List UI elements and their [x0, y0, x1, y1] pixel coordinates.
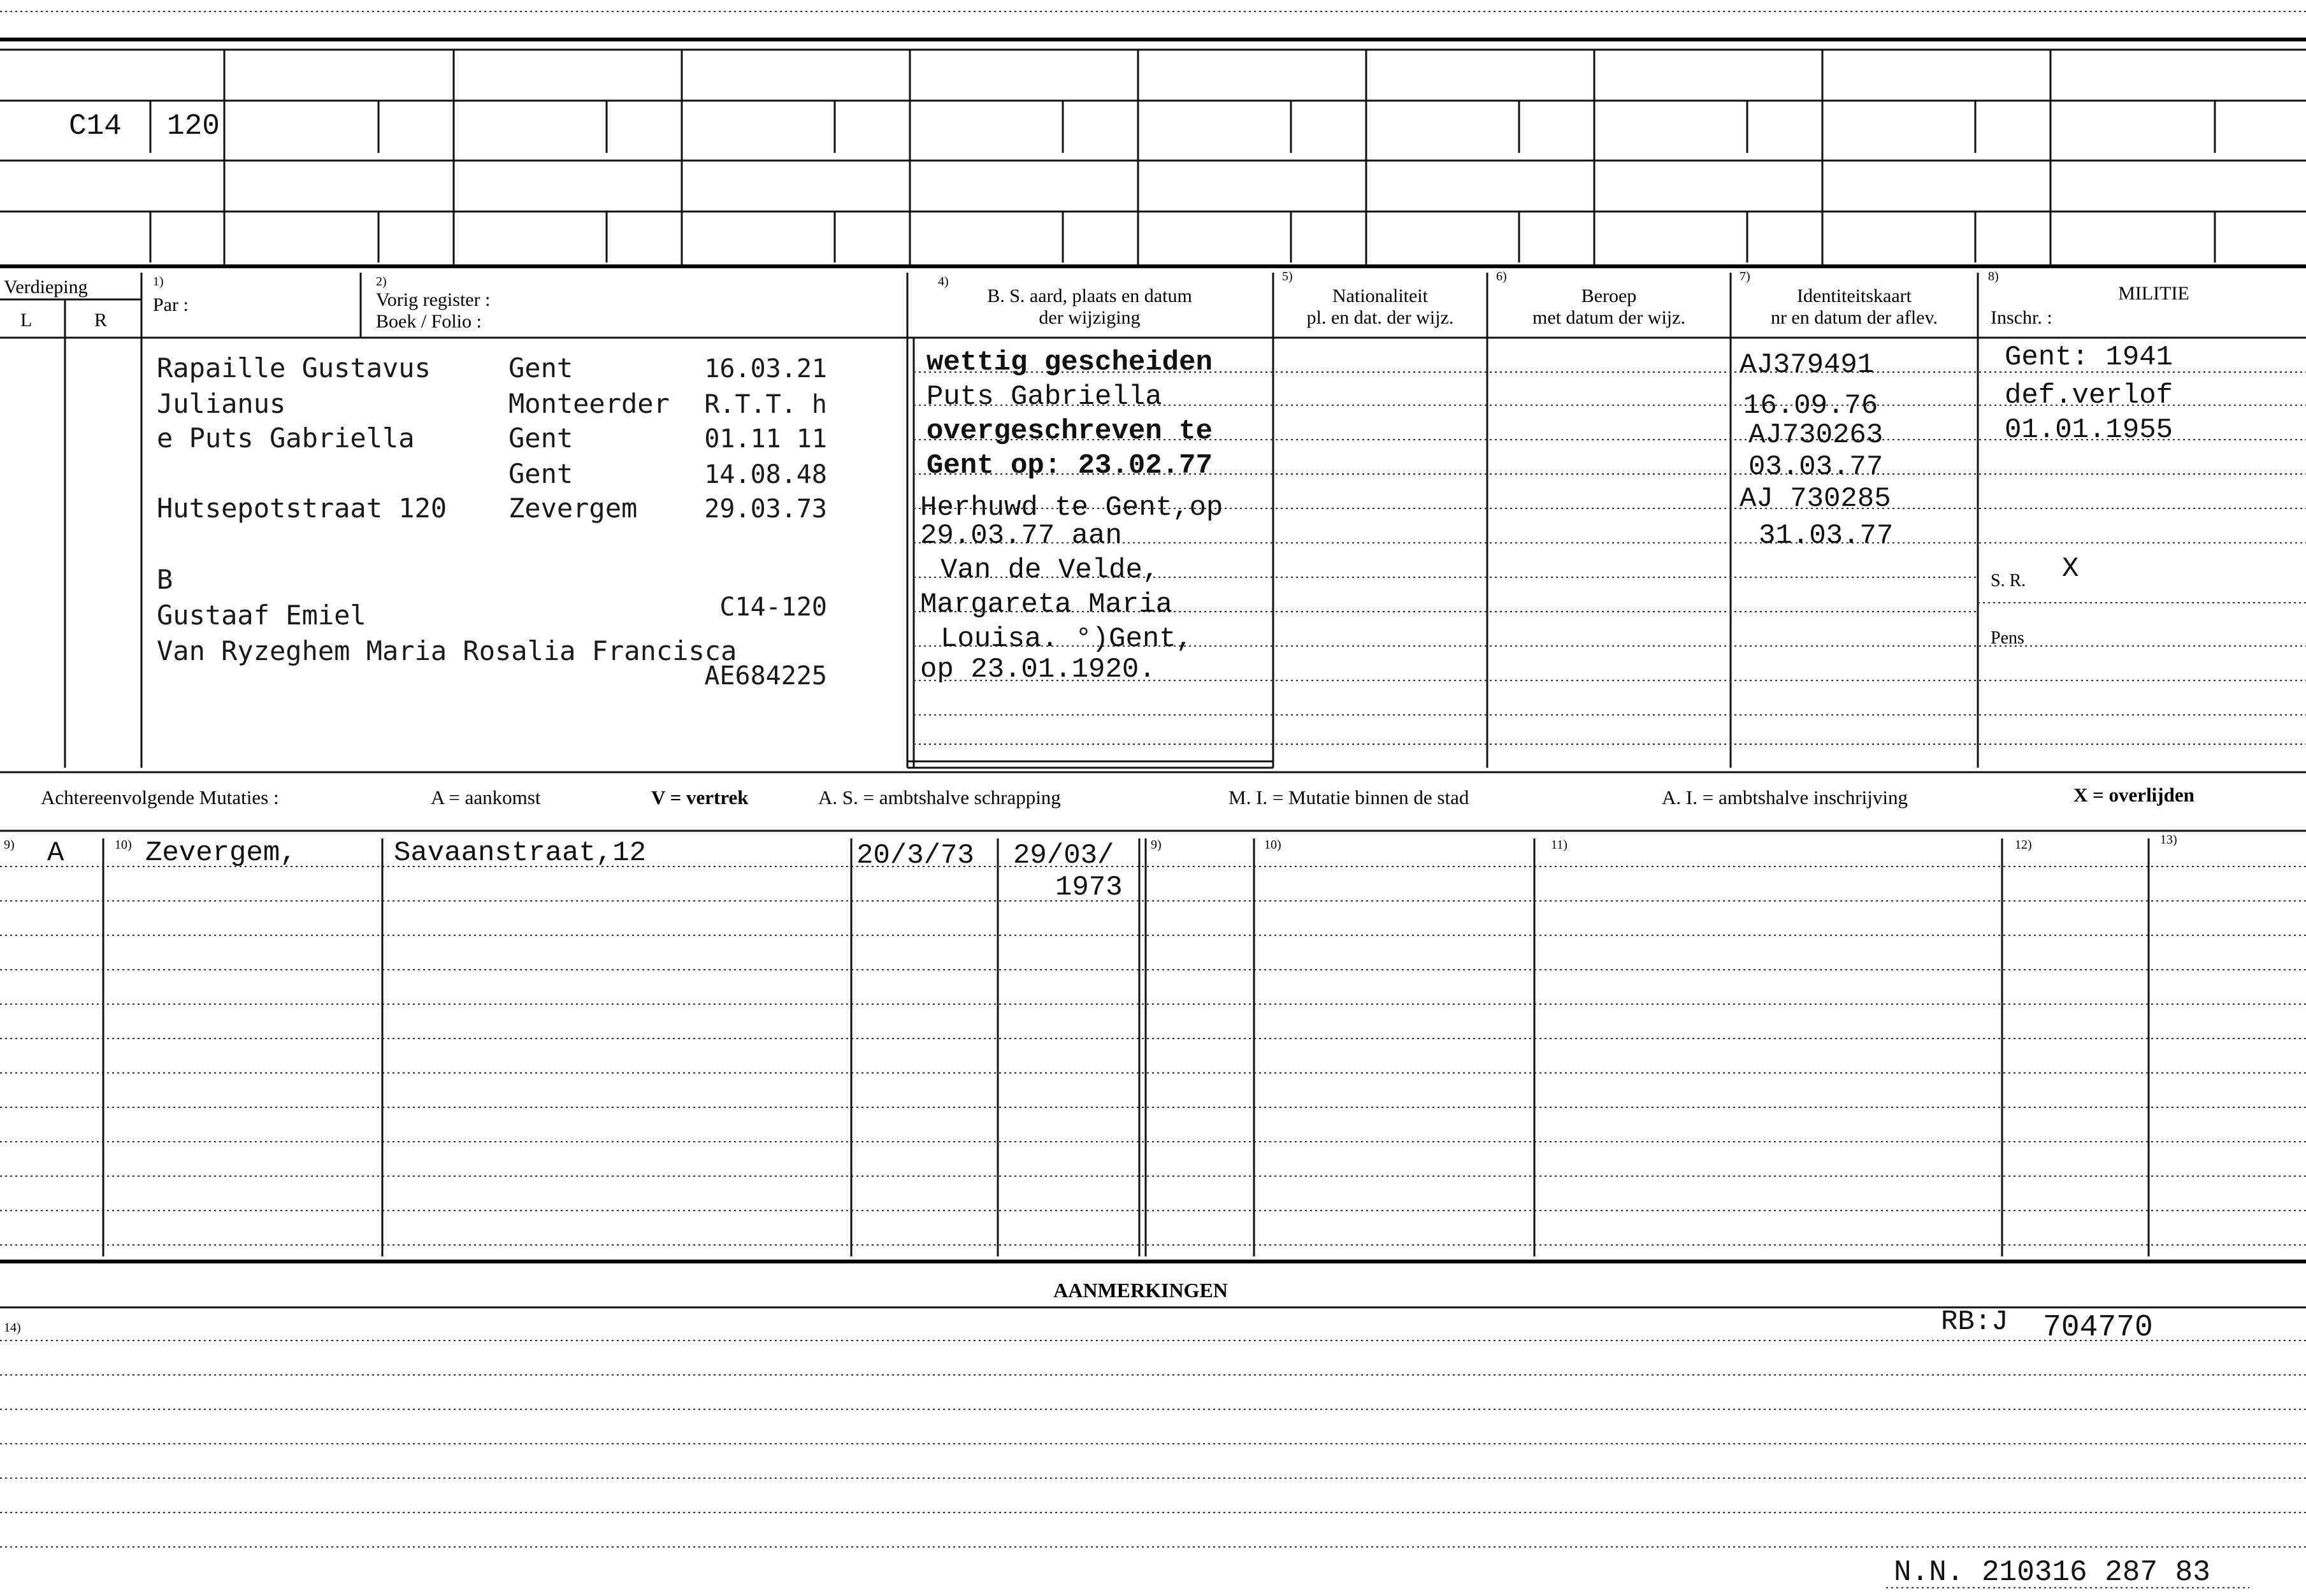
- remarks-dotted-rows: [0, 1341, 2306, 1547]
- rb-number: 704770: [2043, 1311, 2153, 1345]
- par-label: Par :: [153, 294, 189, 315]
- id-line-1: AJ379491: [1740, 349, 1875, 381]
- footer: [1886, 1556, 2249, 1589]
- person-line-2: Julianus: [157, 388, 286, 419]
- remarks-title: AANMERKINGEN: [1053, 1279, 1228, 1302]
- rb-label: RB:J: [1941, 1306, 2008, 1338]
- legend-v: V = vertrek: [651, 786, 749, 809]
- boek-folio-label: Boek / Folio :: [376, 311, 482, 332]
- legend-as: A. S. = ambtshalve schrapping: [818, 786, 1061, 809]
- person-block: [157, 352, 827, 691]
- inschr-label: Inschr. :: [1991, 307, 2052, 328]
- place-3: Gent: [508, 422, 573, 454]
- r-label: R: [94, 310, 108, 331]
- person-line-3: e Puts Gabriella: [157, 422, 415, 454]
- id-line-6: 31.03.77: [1759, 520, 1894, 552]
- bs-line-1: wettig gescheiden: [926, 347, 1213, 378]
- bs-line-8: Margareta Maria: [920, 589, 1173, 621]
- militie-header: MILITIE: [2118, 283, 2189, 304]
- id-line-3: AJ730263: [1748, 419, 1884, 451]
- card-number: 120: [167, 110, 220, 143]
- nationaliteit-subheader: pl. en dat. der wijz.: [1306, 307, 1454, 328]
- legend-title: Achtereenvolgende Mutaties :: [41, 786, 279, 809]
- person-address: Hutsepotstraat 120: [157, 492, 447, 524]
- bs-line-2: Puts Gabriella: [926, 381, 1162, 413]
- col-9b-number: 9): [1151, 838, 1162, 852]
- bs-line-6: 29.03.77 aan: [920, 520, 1122, 552]
- vorig-register-label: Vorig register :: [376, 289, 491, 310]
- mutation-place: Zevergem,: [145, 837, 297, 869]
- date-1: 16.03.21: [704, 354, 827, 384]
- legend-mi: M. I. = Mutatie binnen de stad: [1229, 786, 1469, 809]
- bs-line-10: op 23.01.1920.: [920, 654, 1156, 686]
- reference-code: C14-120: [719, 593, 827, 622]
- national-number: N.N. 210316 287 83: [1894, 1556, 2210, 1589]
- militie-block: [1991, 341, 2173, 648]
- field-14-number: 14): [4, 1321, 21, 1335]
- card-code: C14: [69, 110, 122, 143]
- militie-line-2: def.verlof: [2005, 380, 2173, 412]
- nationaliteit-header: Nationaliteit: [1332, 285, 1428, 306]
- place-2: Monteerder: [508, 388, 670, 419]
- top-grid: [0, 11, 2306, 266]
- field-5-number: 5): [1282, 270, 1293, 284]
- date-3: 01.11 11: [704, 424, 827, 454]
- col-9-number: 9): [4, 838, 15, 852]
- col-12b-number: 12): [2015, 838, 2032, 852]
- bs-header-2: der wijziging: [1039, 307, 1141, 328]
- mutation-date-2b: 1973: [1055, 872, 1123, 903]
- bs-line-9: Louisa. °)Gent,: [940, 623, 1193, 655]
- l-label: L: [20, 310, 32, 331]
- main-body: [0, 338, 2306, 772]
- person-line-1: Rapaille Gustavus: [157, 352, 431, 384]
- person-line-7: Van Ryzeghem Maria Rosalia Francisca: [157, 635, 737, 666]
- person-line-6: Gustaaf Emiel: [157, 600, 366, 631]
- reference-number: AE684225: [704, 661, 827, 691]
- bs-line-5: Herhuwd te Gent,op: [920, 492, 1223, 524]
- date-4: 14.08.48: [704, 460, 827, 489]
- mutation-dotted-rows: [0, 866, 2306, 1245]
- field-8-number: 8): [1988, 270, 1999, 284]
- identiteitskaart-header: Identiteitskaart: [1797, 285, 1912, 306]
- col-10b-number: 10): [1264, 838, 1281, 852]
- mutation-type: A: [47, 837, 64, 869]
- date-2: R.T.T. h: [704, 390, 827, 419]
- sr-value: X: [2062, 553, 2079, 585]
- field-2-number: 2): [376, 275, 387, 289]
- legend-a: A = aankomst: [431, 786, 541, 809]
- remarks-section: [0, 1279, 2306, 1547]
- identiteitskaart-subheader: nr en datum der aflev.: [1770, 307, 1938, 328]
- mutations-legend: [41, 784, 2194, 809]
- place-5: Zevergem: [508, 492, 638, 524]
- field-1-number: 1): [153, 275, 164, 289]
- date-5: 29.03.73: [704, 494, 827, 524]
- col-13b-number: 13): [2160, 833, 2177, 847]
- beroep-subheader: met datum der wijz.: [1532, 307, 1685, 328]
- col-10-number: 10): [115, 838, 132, 852]
- mutation-date-2a: 29/03/: [1013, 840, 1114, 872]
- bs-line-3: overgeschreven te: [926, 415, 1213, 447]
- militie-line-1: Gent: 1941: [2005, 341, 2173, 373]
- mutation-date-1: 20/3/73: [856, 840, 974, 872]
- person-line-5: B: [157, 564, 173, 595]
- legend-ai: A. I. = ambtshalve inschrijving: [1662, 786, 1908, 809]
- field-6-number: 6): [1496, 270, 1507, 284]
- mutations-table: [0, 831, 2306, 1262]
- mutation-street: Savaanstraat,12: [394, 837, 647, 869]
- idcard-block: [1740, 349, 1893, 552]
- bs-line-4: Gent op: 23.02.77: [926, 450, 1213, 482]
- verdieping-label: Verdieping: [4, 277, 88, 298]
- legend-x: X = overlijden: [2073, 784, 2194, 806]
- bs-line-7: Van de Velde,: [940, 554, 1160, 586]
- field-7-number: 7): [1740, 270, 1750, 284]
- col-11b-number: 11): [1551, 838, 1567, 852]
- place-4: Gent: [508, 458, 573, 489]
- id-line-4: 03.03.77: [1748, 451, 1884, 483]
- bs-header-1: B. S. aard, plaats en datum: [987, 285, 1192, 306]
- id-line-2: 16.09.76: [1743, 390, 1878, 422]
- place-1: Gent: [508, 352, 573, 384]
- id-line-5: AJ 730285: [1740, 483, 1891, 515]
- militie-line-3: 01.01.1955: [2005, 414, 2173, 446]
- bs-block: [920, 347, 1223, 686]
- pens-label: Pens: [1991, 628, 2024, 648]
- beroep-header: Beroep: [1581, 285, 1637, 306]
- field-4-number: 4): [938, 275, 949, 289]
- sr-label: S. R.: [1991, 571, 2026, 591]
